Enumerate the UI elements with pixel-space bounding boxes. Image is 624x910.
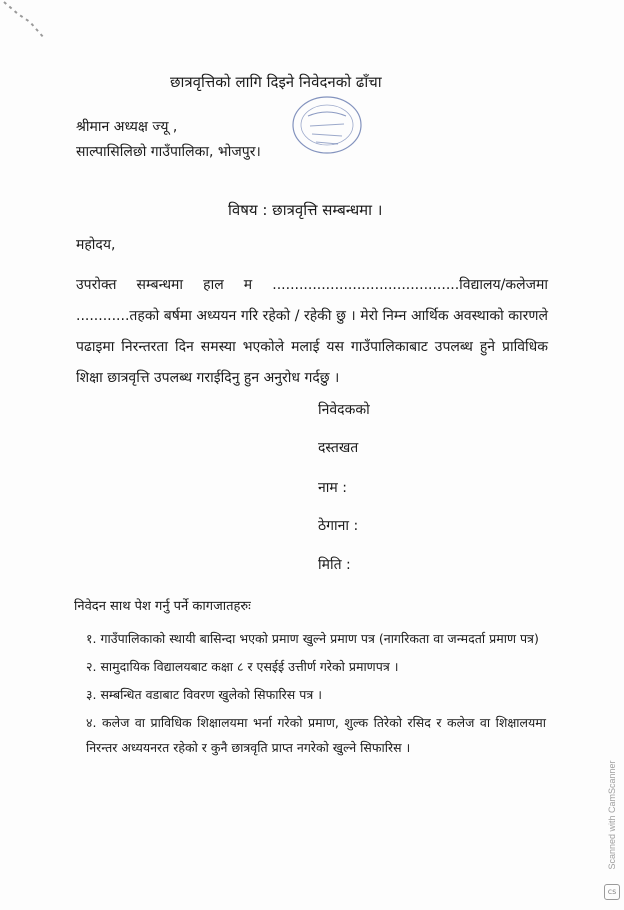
signature-label: दस्तखत xyxy=(318,440,359,456)
application-body: उपरोक्त सम्बन्धमा हाल म ..........................................विद्यालय/कलेजमा ............तहको बर्षमा अध्ययन गरि रहेको / रहेकी छु । मेरो निम्न आर्थिक अवस्थाको कारणले पढाइमा निरन्तरता दिन समस्या भएकोले मलाई यस गाउँपालिकाबाट उपलब्ध हुने प्राविधिक शिक्षा छात्रवृत्ति उपलब्ध गराईदिनु हुन अनुरोध गर्दछु । xyxy=(76,277,548,386)
document-title: छात्रवृत्तिको लागि दिइने निवेदनको ढाँचा xyxy=(170,73,382,91)
signature-name-label: नाम : xyxy=(318,480,347,496)
documents-list xyxy=(86,626,546,763)
camscanner-watermark-text: Scanned with CamScanner xyxy=(607,760,617,870)
corner-fold-mark xyxy=(0,0,60,45)
document-item-3: ३. सम्बन्धित वडाबाट विवरण खुलेको सिफारिस पत्र । xyxy=(86,687,322,702)
subject-line: विषय : छात्रवृत्ति सम्बन्धमा । xyxy=(228,201,383,219)
document-item-4: ४. कलेज वा प्राविधिक शिक्षालयमा भर्ना गरेको प्रमाण, शुल्क तिरेको रसिद र कलेज वा शिक्षालयमा निरन्तर अध्ययनरत रहेको र कुनै छात्रवृति प्राप्त नगरेको खुल्ने सिफारिस । xyxy=(86,715,546,755)
addressee-line-1: श्रीमान अध्यक्ष ज्यू , xyxy=(76,119,178,135)
office-seal-stamp xyxy=(286,90,368,160)
signature-address-label: ठेगाना : xyxy=(318,518,359,534)
document-item-2: २. सामुदायिक विद्यालयबाट कक्षा ८ र एसईई उत्तीर्ण गरेको प्रमाणपत्र । xyxy=(86,659,399,674)
signature-date-label: मिति : xyxy=(318,557,351,573)
salutation: महोदय, xyxy=(76,237,116,253)
document-item-1: १. गाउँपालिकाको स्थायी बासिन्दा भएको प्रमाण खुल्ने प्रमाण पत्र (नागरिकता वा जन्मदर्ता प्रमाण पत्र) xyxy=(86,631,539,646)
camscanner-watermark: cs Scanned with CamScanner xyxy=(604,750,620,900)
signature-applicant-label: निवेदकको xyxy=(318,402,370,418)
documents-heading: निवेदन साथ पेश गर्नु पर्ने कागजातहरुः xyxy=(74,599,251,614)
addressee-line-2: साल्पासिलिछो गाउँपालिका, भोजपुर। xyxy=(76,144,261,160)
